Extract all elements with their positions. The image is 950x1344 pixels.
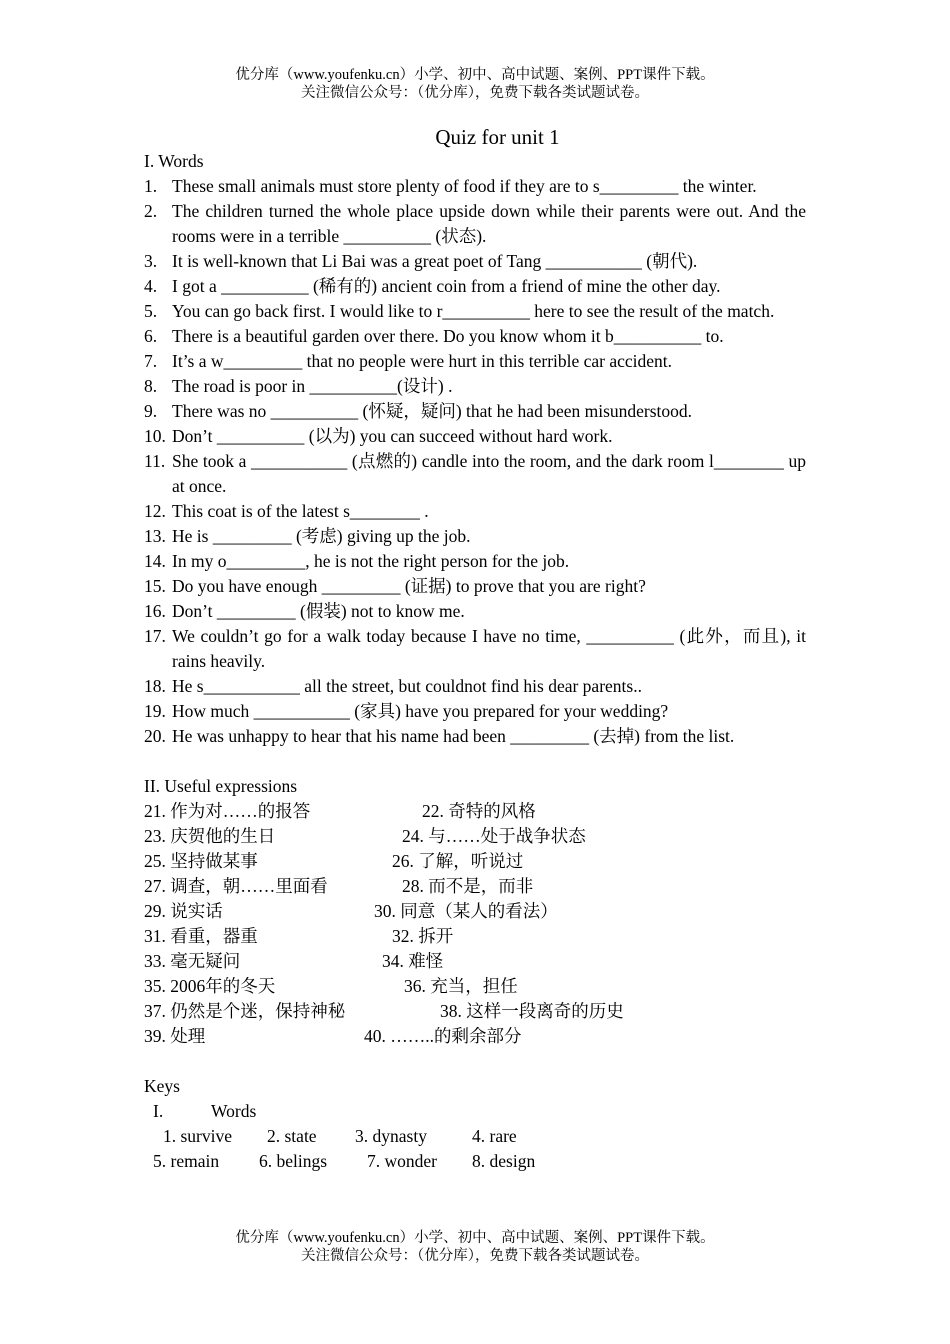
- question-item: [144, 274, 806, 299]
- question-number: 14.: [144, 551, 166, 571]
- header-line-1: 优分库（www.youfenku.cn）小学、初中、高中试题、案例、PPT课件下载。: [235, 67, 715, 83]
- question-item: [144, 424, 806, 449]
- question-text: He was unhappy to hear that his name had been _________ (去掉) from the list.: [172, 726, 735, 746]
- expression-item: 30. 同意（某人的看法）: [374, 901, 558, 921]
- question-text: She took a ___________ (点燃的) candle into the room, and the dark room l________ up at once.: [172, 451, 806, 496]
- question-item: [144, 574, 806, 599]
- question-text: He is _________ (考虑) giving up the job.: [172, 526, 471, 546]
- expression-pair: [144, 799, 806, 824]
- question-text: We couldn’t go for a walk today because I have no time, __________ (此外，而且), it rains heavily.: [172, 626, 806, 671]
- question-number: 9.: [144, 401, 158, 421]
- question-number: 8.: [144, 376, 158, 396]
- expression-item: 29. 说实话: [144, 901, 223, 921]
- expression-pair: [144, 849, 806, 874]
- keys-words-subheading: [144, 1099, 806, 1124]
- question-item: [144, 499, 806, 524]
- question-number: 4.: [144, 276, 158, 296]
- quiz-title: Quiz for unit 1: [435, 125, 560, 149]
- key-answer: 2. state: [267, 1126, 317, 1146]
- quiz-content: [144, 149, 806, 1174]
- question-text: Don’t _________ (假装) not to know me.: [172, 601, 465, 621]
- expression-pair: [144, 974, 806, 999]
- expression-item: 37. 仍然是个迷，保持神秘: [144, 1001, 346, 1021]
- expression-item: 32. 拆开: [392, 926, 454, 946]
- question-number: 5.: [144, 301, 158, 321]
- question-item: [144, 599, 806, 624]
- expression-item: 34. 难怪: [382, 951, 444, 971]
- question-number: 18.: [144, 676, 166, 696]
- key-answer: 6. belings: [259, 1151, 328, 1171]
- key-answer: 8. design: [472, 1151, 536, 1171]
- footer-line-1: 优分库（www.youfenku.cn）小学、初中、高中试题、案例、PPT课件下载。: [235, 1230, 715, 1246]
- key-answer: 7. wonder: [367, 1151, 437, 1171]
- expression-item: 31. 看重，器重: [144, 926, 258, 946]
- question-text: In my o_________, he is not the right person for the job.: [172, 551, 570, 571]
- header-line-2: 关注微信公众号：（优分库），免费下载各类试题试卷。: [301, 85, 649, 101]
- expression-item: 21. 作为对……的报答: [144, 801, 311, 821]
- expression-pair: [144, 924, 806, 949]
- expression-item: 38. 这样一段离奇的历史: [440, 1001, 624, 1021]
- question-number: 7.: [144, 351, 158, 371]
- expression-item: 35. 2006年的冬天: [144, 976, 276, 996]
- question-item: [144, 549, 806, 574]
- expression-item: 22. 奇特的风格: [422, 801, 536, 821]
- question-number: 1.: [144, 176, 158, 196]
- question-text: There was no __________ (怀疑，疑问) that he had been misunderstood.: [172, 401, 693, 421]
- expression-list: [144, 799, 806, 1049]
- key-answer: 5. remain: [153, 1151, 220, 1171]
- question-item: [144, 449, 806, 499]
- key-answer: 3. dynasty: [355, 1126, 427, 1146]
- question-number: 19.: [144, 701, 166, 721]
- question-text: I got a __________ (稀有的) ancient coin from a friend of mine the other day.: [172, 276, 721, 296]
- question-number: 6.: [144, 326, 158, 346]
- question-number: 10.: [144, 426, 166, 446]
- question-text: Do you have enough _________ (证据) to prove that you are right?: [172, 576, 646, 596]
- section-words-heading: I. Words: [144, 151, 204, 171]
- expression-item: 23. 庆贺他的生日: [144, 826, 276, 846]
- expression-item: 40. ……..的剩余部分: [364, 1026, 522, 1046]
- question-item: [144, 399, 806, 424]
- question-number: 12.: [144, 501, 166, 521]
- question-text: The road is poor in __________(设计) .: [172, 376, 453, 396]
- expression-item: 39. 处理: [144, 1026, 206, 1046]
- expression-pair: [144, 899, 806, 924]
- question-text: It is well-known that Li Bai was a great poet of Tang ___________ (朝代).: [172, 251, 698, 271]
- question-number: 20.: [144, 726, 166, 746]
- question-number: 16.: [144, 601, 166, 621]
- expression-item: 27. 调查，朝……里面看: [144, 876, 328, 896]
- key-answer: 4. rare: [472, 1126, 517, 1146]
- question-number: 13.: [144, 526, 166, 546]
- question-number: 11.: [144, 451, 166, 471]
- expression-pair: [144, 1024, 806, 1049]
- page-footer: [0, 1229, 950, 1265]
- expression-pair: [144, 824, 806, 849]
- section-expressions-heading: II. Useful expressions: [144, 776, 298, 796]
- keys-row-1: [144, 1124, 806, 1149]
- expression-item: 24. 与……处于战争状态: [402, 826, 586, 846]
- question-list: [144, 174, 806, 749]
- question-text: Don’t __________ (以为) you can succeed without hard work.: [172, 426, 613, 446]
- question-item: [144, 674, 806, 699]
- question-number: 2.: [144, 201, 158, 221]
- expression-item: 33. 毫无疑问: [144, 951, 241, 971]
- question-text: He s___________ all the street, but couldnot find his dear parents..: [172, 676, 642, 696]
- expression-item: 25. 坚持做某事: [144, 851, 258, 871]
- question-item: [144, 199, 806, 249]
- question-item: [144, 249, 806, 274]
- question-text: How much ___________ (家具) have you prepared for your wedding?: [172, 701, 669, 721]
- question-number: 17.: [144, 626, 166, 646]
- page-header: [0, 66, 950, 102]
- expression-item: 28. 而不是，而非: [402, 876, 534, 896]
- question-text: The children turned the whole place upside down while their parents were out. And the rooms were in a terrible __________ (状态).: [172, 201, 806, 246]
- question-item: [144, 374, 806, 399]
- question-number: 15.: [144, 576, 166, 596]
- question-text: It’s a w_________ that no people were hurt in this terrible car accident.: [172, 351, 673, 371]
- keys-sub-label: Words: [211, 1101, 257, 1121]
- footer-line-2: 关注微信公众号：（优分库），免费下载各类试题试卷。: [301, 1248, 649, 1264]
- question-item: [144, 324, 806, 349]
- question-item: [144, 349, 806, 374]
- question-item: [144, 724, 806, 749]
- question-item: [144, 299, 806, 324]
- question-number: 3.: [144, 251, 158, 271]
- expression-item: 36. 充当，担任: [404, 976, 518, 996]
- key-answer: 1. survive: [163, 1126, 233, 1146]
- question-item: [144, 174, 806, 199]
- question-item: [144, 699, 806, 724]
- question-text: This coat is of the latest s________ .: [172, 501, 429, 521]
- expression-pair: [144, 874, 806, 899]
- question-item: [144, 524, 806, 549]
- keys-row-2: [144, 1149, 806, 1174]
- keys-sub-number: I.: [153, 1101, 164, 1121]
- question-item: [144, 624, 806, 674]
- expression-pair: [144, 999, 806, 1024]
- question-text: These small animals must store plenty of food if they are to s_________ the winter.: [172, 176, 757, 196]
- expression-item: 26. 了解，听说过: [392, 851, 524, 871]
- question-text: You can go back first. I would like to r__________ here to see the result of the match.: [172, 301, 775, 321]
- keys-heading: Keys: [144, 1076, 180, 1096]
- question-text: There is a beautiful garden over there. Do you know whom it b__________ to.: [172, 326, 724, 346]
- expression-pair: [144, 949, 806, 974]
